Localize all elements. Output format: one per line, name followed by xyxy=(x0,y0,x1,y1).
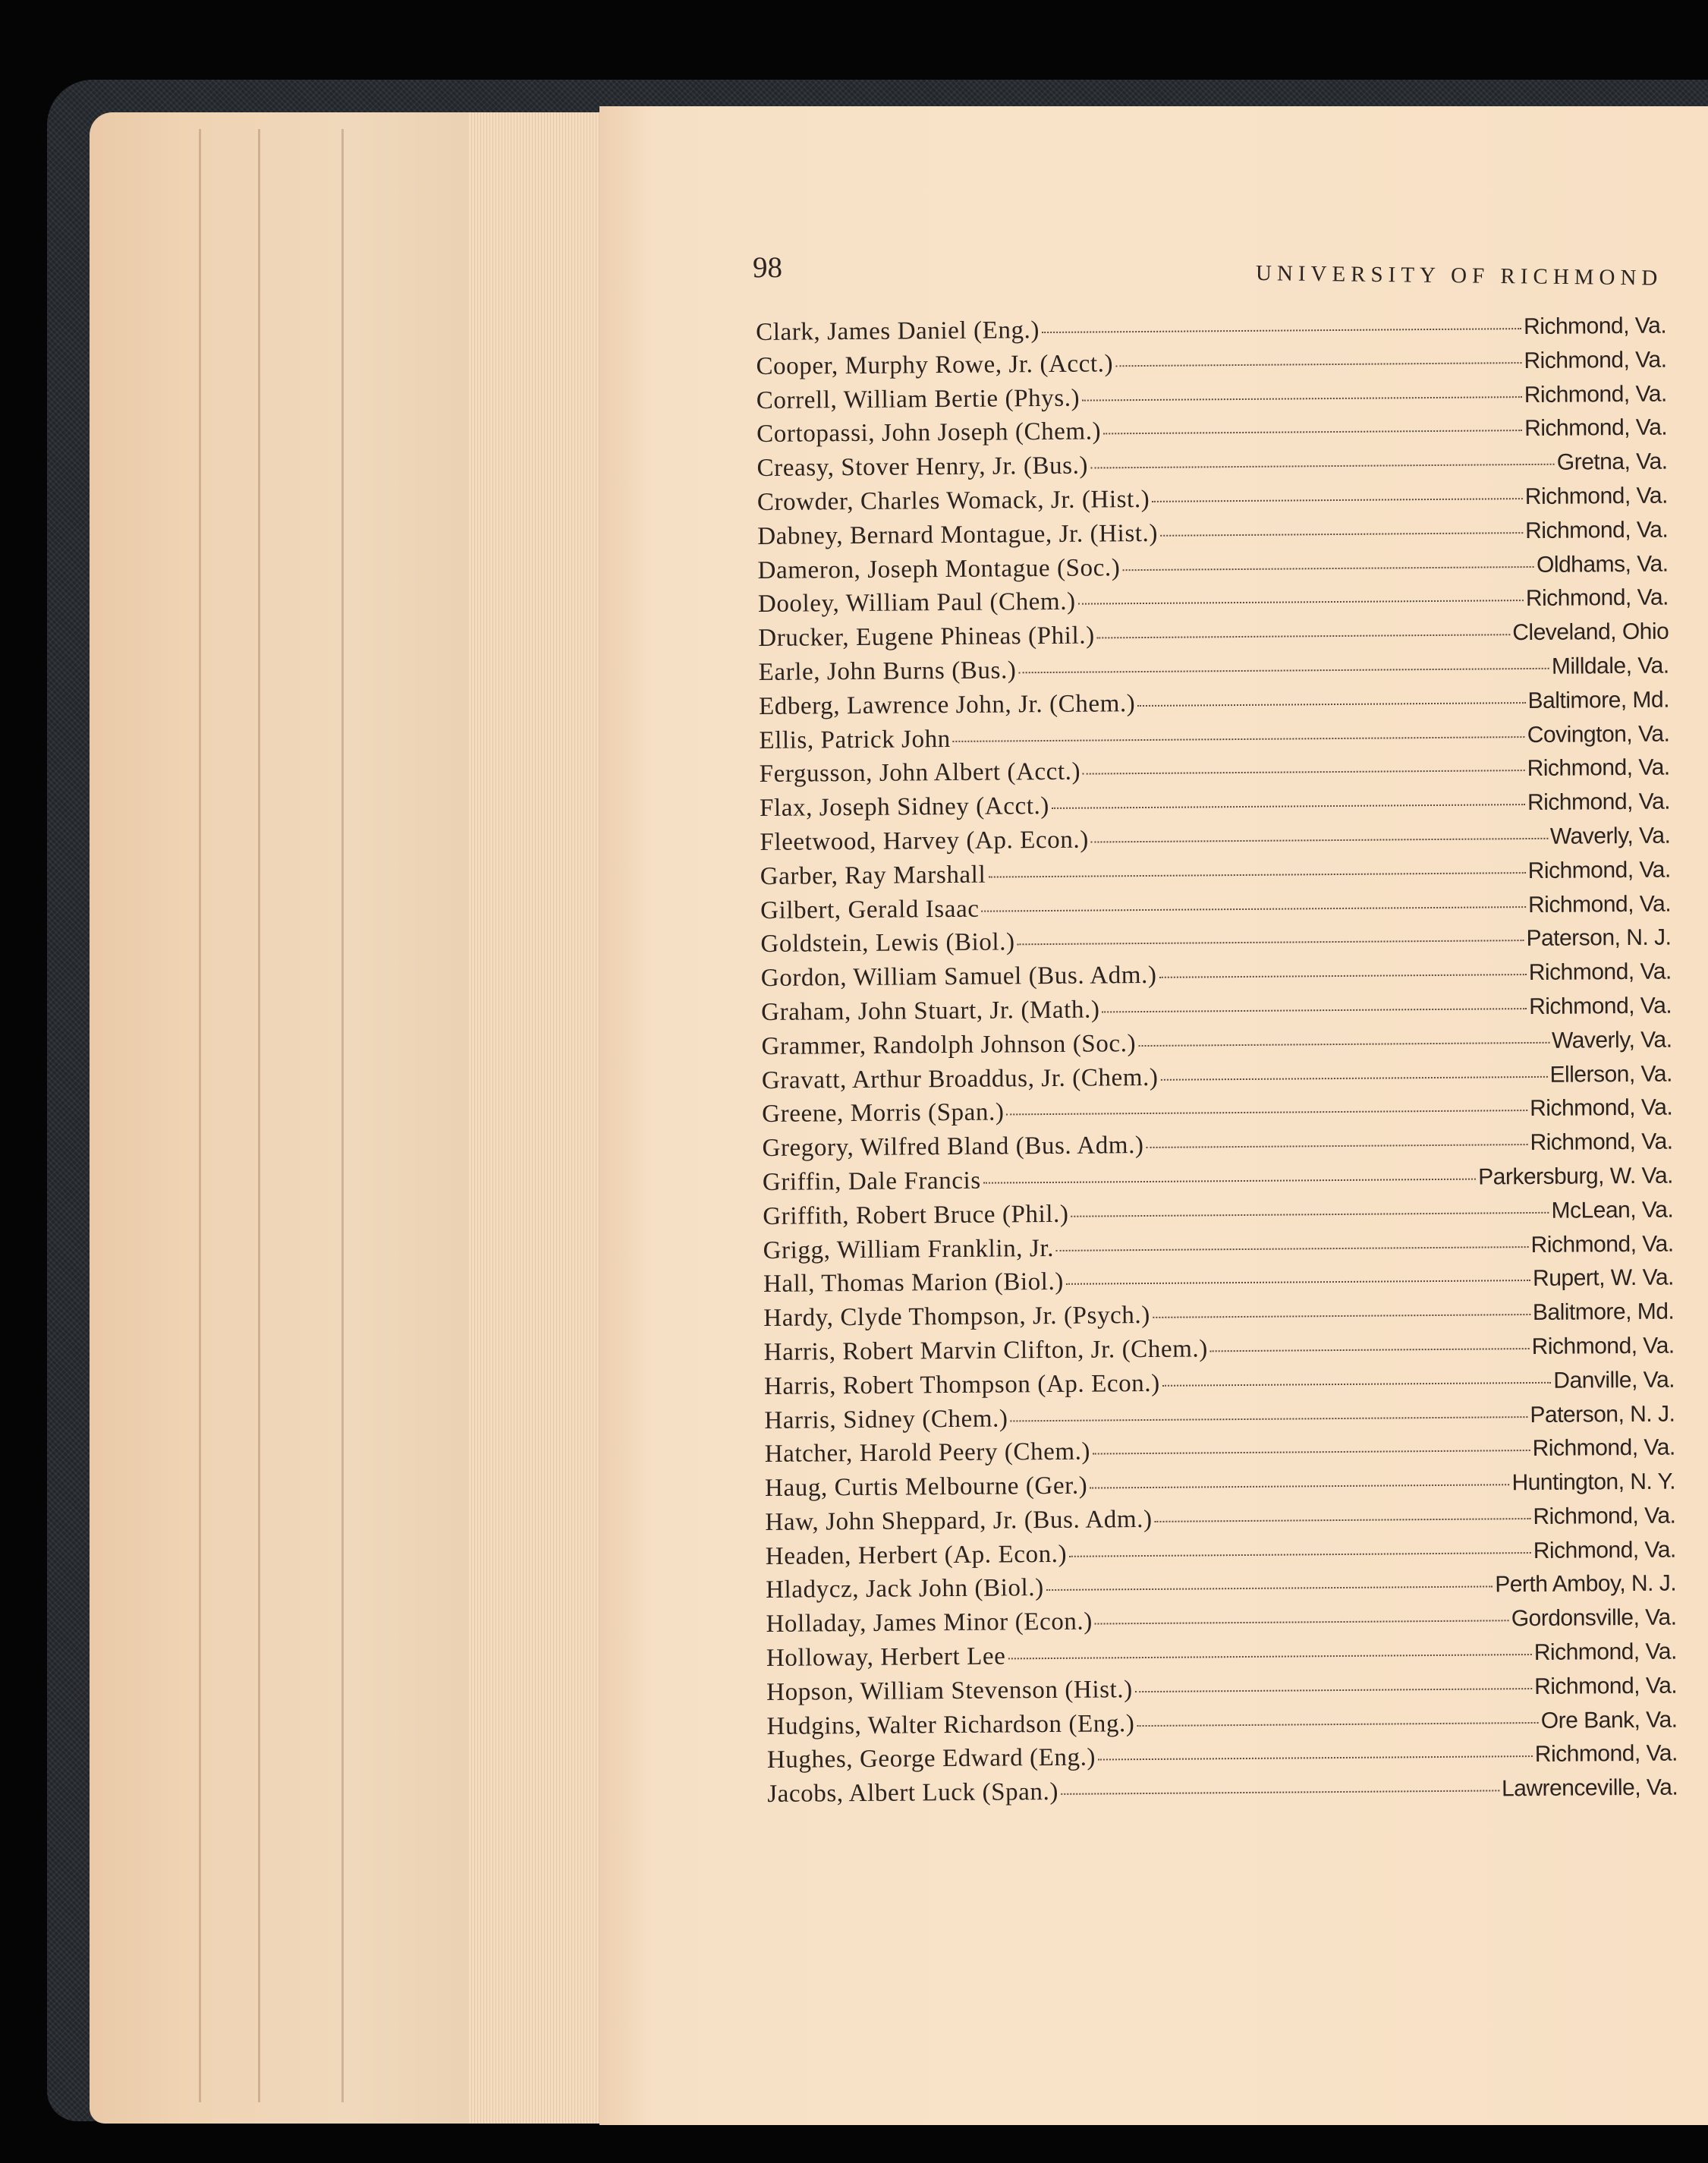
hometown: Richmond, Va. xyxy=(1527,789,1671,816)
student-name: Harris, Robert Marvin Clifton, Jr. (Chem.) xyxy=(763,1335,1209,1366)
hometown: Richmond, Va. xyxy=(1534,1740,1678,1768)
hometown: Danville, Va. xyxy=(1553,1367,1675,1393)
hometown: Richmond, Va. xyxy=(1532,1434,1675,1462)
hometown: Richmond, Va. xyxy=(1524,347,1667,373)
hometown: Richmond, Va. xyxy=(1531,1333,1675,1359)
dot-leader xyxy=(953,735,1525,742)
dot-leader xyxy=(1083,768,1525,775)
student-name: Fleetwood, Harvey (Ap. Econ.) xyxy=(760,826,1089,856)
student-name: Hopson, William Stevenson (Hist.) xyxy=(766,1676,1133,1706)
student-name: Drucker, Eugene Phineas (Phil.) xyxy=(758,622,1095,653)
dot-leader xyxy=(1115,360,1521,367)
dot-leader xyxy=(1046,1585,1493,1592)
hometown: Richmond, Va. xyxy=(1528,993,1672,1019)
student-name: Haug, Curtis Melbourne (Ger.) xyxy=(764,1472,1088,1503)
student-name: Hall, Thomas Marion (Biol.) xyxy=(763,1268,1065,1299)
dot-leader xyxy=(1011,1415,1528,1422)
dot-leader xyxy=(1160,1074,1547,1080)
student-name: Hudgins, Walter Richardson (Eng.) xyxy=(766,1709,1135,1740)
page-fold-line xyxy=(341,129,344,2102)
dot-leader xyxy=(1137,1721,1538,1727)
dot-leader xyxy=(1090,1482,1509,1488)
dot-leader xyxy=(982,905,1527,912)
dot-leader xyxy=(1135,1686,1532,1692)
student-name: Dameron, Joseph Montague (Soc.) xyxy=(757,553,1121,584)
hometown: Richmond, Va. xyxy=(1527,857,1671,883)
student-name: Cooper, Murphy Rowe, Jr. (Acct.) xyxy=(756,350,1114,380)
student-name: Gordon, William Samuel (Bus. Adm.) xyxy=(760,962,1157,993)
hometown: Richmond, Va. xyxy=(1533,1537,1676,1563)
hometown: Richmond, Va. xyxy=(1524,483,1668,510)
student-name: Graham, John Stuart, Jr. (Math.) xyxy=(761,996,1100,1026)
page-fold-line xyxy=(199,129,201,2102)
hometown: Richmond, Va. xyxy=(1524,414,1668,442)
hometown: Richmond, Va. xyxy=(1525,517,1669,543)
hometown: Parkersburg, W. Va. xyxy=(1478,1163,1674,1190)
student-name: Harris, Sidney (Chem.) xyxy=(764,1404,1008,1434)
dot-leader xyxy=(1008,1652,1531,1659)
student-name: Grigg, William Franklin, Jr. xyxy=(763,1234,1055,1264)
hometown: McLean, Va. xyxy=(1551,1197,1674,1223)
hometown: Gordonsville, Va. xyxy=(1511,1604,1677,1632)
student-name: Hatcher, Harold Peery (Chem.) xyxy=(764,1437,1091,1469)
dot-leader xyxy=(988,871,1525,878)
student-name: Fergusson, John Albert (Acct.) xyxy=(759,758,1081,789)
student-name: Cortopassi, John Joseph (Chem.) xyxy=(756,417,1102,449)
student-list xyxy=(756,312,1678,1815)
student-name: Crowder, Charles Womack, Jr. (Hist.) xyxy=(756,485,1150,516)
student-name: Holladay, James Minor (Econ.) xyxy=(766,1607,1093,1639)
student-name: Goldstein, Lewis (Biol.) xyxy=(760,928,1015,959)
dot-leader xyxy=(1082,395,1522,401)
dot-leader xyxy=(1056,1245,1529,1252)
dot-leader xyxy=(1007,1108,1528,1115)
hometown: Ore Bank, Va. xyxy=(1540,1707,1678,1733)
dot-leader xyxy=(1138,1041,1549,1047)
student-name: Clark, James Daniel (Eng.) xyxy=(756,316,1040,346)
student-name: Garber, Ray Marshall xyxy=(760,861,986,890)
student-name: Grammer, Randolph Johnson (Soc.) xyxy=(761,1029,1137,1060)
dot-leader xyxy=(1137,701,1525,707)
student-name: Creasy, Stover Henry, Jr. (Bus.) xyxy=(756,452,1089,483)
hometown: Paterson, N. J. xyxy=(1530,1401,1675,1428)
hometown: Ellerson, Va. xyxy=(1549,1061,1672,1088)
dot-leader xyxy=(1097,632,1511,638)
hometown: Richmond, Va. xyxy=(1527,754,1670,782)
student-name: Griffin, Dale Francis xyxy=(762,1167,981,1196)
dot-leader xyxy=(1066,1278,1530,1285)
student-name: Gilbert, Gerald Isaac xyxy=(760,895,980,924)
dot-leader xyxy=(1147,1142,1528,1148)
dot-leader xyxy=(1061,1789,1499,1796)
hometown: Richmond, Va. xyxy=(1534,1673,1678,1699)
hometown: Richmond, Va. xyxy=(1527,891,1672,918)
dot-leader xyxy=(1071,1211,1549,1217)
student-name: Gregory, Wilfred Bland (Bus. Adm.) xyxy=(762,1132,1144,1163)
list-item xyxy=(767,1774,1678,1815)
dot-leader xyxy=(1018,938,1524,945)
student-name: Earle, John Burns (Bus.) xyxy=(758,656,1017,686)
hometown: Richmond, Va. xyxy=(1528,959,1672,986)
hometown: Milldale, Va. xyxy=(1551,653,1669,679)
student-name: Headen, Herbert (Ap. Econ.) xyxy=(765,1540,1068,1570)
student-name: Greene, Morris (Span.) xyxy=(762,1098,1005,1129)
hometown: Waverly, Va. xyxy=(1551,1027,1672,1053)
page-fold-line xyxy=(258,129,260,2102)
hometown: Richmond, Va. xyxy=(1530,1231,1674,1258)
hometown: Lawrenceville, Va. xyxy=(1501,1774,1678,1802)
hometown: Richmond, Va. xyxy=(1530,1094,1673,1122)
dot-leader xyxy=(1103,428,1522,434)
student-name: Gravatt, Arthur Broaddus, Jr. (Chem.) xyxy=(761,1063,1159,1094)
hometown: Paterson, N. J. xyxy=(1526,924,1672,952)
hometown: Cleveland, Ohio xyxy=(1512,619,1669,646)
dot-leader xyxy=(1162,1381,1552,1387)
hometown: Richmond, Va. xyxy=(1530,1129,1673,1156)
hometown: Covington, Va. xyxy=(1527,721,1670,748)
student-name: Dooley, William Paul (Chem.) xyxy=(757,588,1076,619)
student-name: Griffith, Robert Bruce (Phil.) xyxy=(763,1200,1069,1230)
hometown: Oldhams, Va. xyxy=(1536,551,1669,578)
hometown: Waverly, Va. xyxy=(1549,823,1671,849)
student-name: Holloway, Herbert Lee xyxy=(766,1642,1006,1673)
dot-leader xyxy=(1052,802,1525,809)
hometown: Richmond, Va. xyxy=(1524,381,1667,408)
dot-leader xyxy=(1018,666,1549,673)
student-name: Hughes, George Edward (Eng.) xyxy=(766,1744,1096,1774)
hometown: Balitmore, Md. xyxy=(1532,1299,1675,1326)
dot-leader xyxy=(1122,565,1534,571)
dot-leader xyxy=(1152,496,1523,502)
hometown: Richmond, Va. xyxy=(1533,1639,1677,1666)
hometown: Baltimore, Md. xyxy=(1527,687,1670,713)
dot-leader xyxy=(1210,1346,1530,1352)
student-name: Hladycz, Jack John (Biol.) xyxy=(766,1574,1044,1604)
student-name: Correll, William Bertie (Phys.) xyxy=(756,384,1080,414)
dot-leader xyxy=(1160,531,1523,537)
dot-leader xyxy=(1069,1551,1531,1557)
dot-leader xyxy=(1098,1754,1533,1760)
dot-leader xyxy=(983,1177,1476,1184)
hometown: Gretna, Va. xyxy=(1556,449,1668,475)
student-name: Dabney, Bernard Montague, Jr. (Hist.) xyxy=(757,519,1159,550)
dot-leader xyxy=(1159,972,1526,978)
dot-leader xyxy=(1095,1619,1509,1625)
dot-leader xyxy=(1155,1516,1531,1522)
dot-leader xyxy=(1153,1312,1530,1318)
student-name: Edberg, Lawrence John, Jr. (Chem.) xyxy=(758,689,1136,720)
page-number: 98 xyxy=(753,251,782,284)
student-name: Haw, John Sheppard, Jr. (Bus. Adm.) xyxy=(765,1505,1153,1536)
running-head: UNIVERSITY OF RICHMOND xyxy=(1255,261,1663,291)
student-name: Hardy, Clyde Thompson, Jr. (Psych.) xyxy=(763,1302,1151,1333)
dot-leader xyxy=(1090,462,1555,469)
dot-leader xyxy=(1078,598,1524,605)
student-name: Harris, Robert Thompson (Ap. Econ.) xyxy=(763,1369,1160,1400)
hometown: Richmond, Va. xyxy=(1533,1503,1676,1529)
hometown: Huntington, N. Y. xyxy=(1511,1469,1676,1496)
student-name: Flax, Joseph Sidney (Acct.) xyxy=(759,792,1050,823)
hometown: Richmond, Va. xyxy=(1525,584,1669,612)
hometown: Richmond, Va. xyxy=(1523,313,1667,340)
dot-leader xyxy=(1042,326,1521,333)
hometown: Rupert, W. Va. xyxy=(1532,1264,1675,1292)
page-leaves xyxy=(469,112,602,2124)
student-name: Ellis, Patrick John xyxy=(759,725,951,754)
dot-leader xyxy=(1091,836,1548,843)
dot-leader xyxy=(1093,1448,1530,1455)
dot-leader xyxy=(1102,1006,1527,1012)
hometown: Perth Amboy, N. J. xyxy=(1495,1571,1677,1598)
student-name: Jacobs, Albert Luck (Span.) xyxy=(767,1778,1059,1809)
